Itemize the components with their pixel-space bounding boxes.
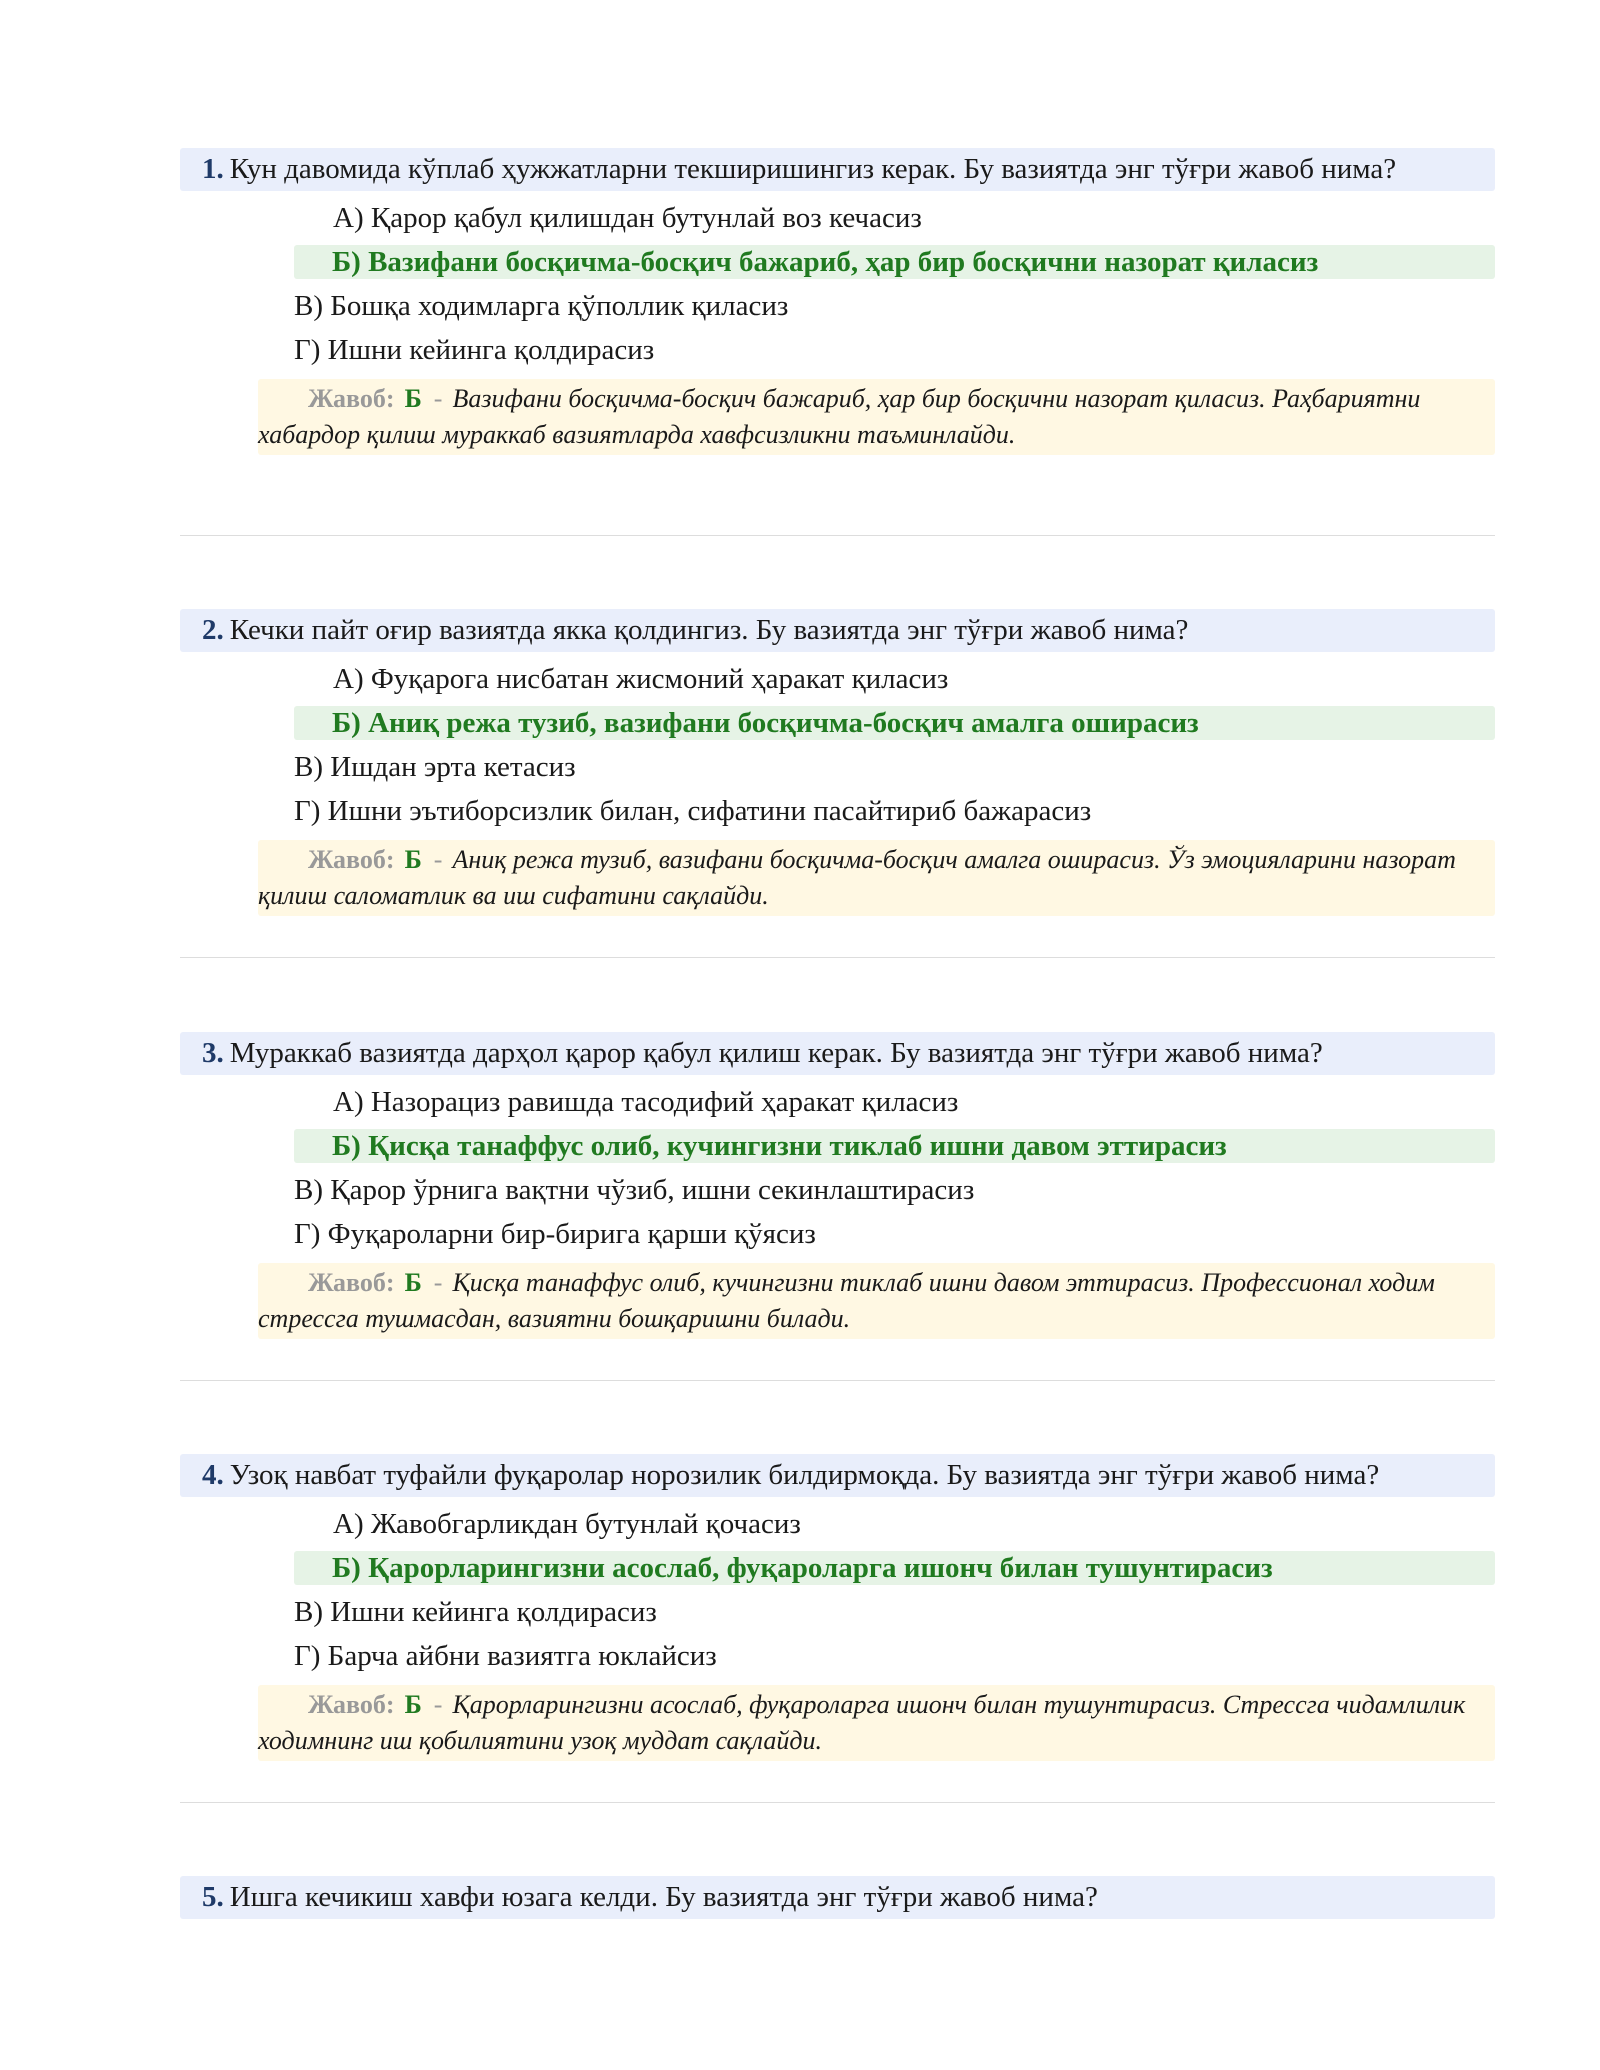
answer-label: Жавоб: xyxy=(308,1268,395,1297)
question-text: Кечки пайт оғир вазиятда якка қолдингиз. Бу вазиятда энг тўғри жавоб нима? xyxy=(229,614,1189,646)
question-number: 4. xyxy=(202,1459,224,1491)
answer-label: Жавоб: xyxy=(308,845,395,874)
question-4 xyxy=(180,1454,1495,1761)
option-a: А) Қарор қабул қилишдан бутунлай воз кечасиз xyxy=(333,202,922,234)
answer-letter: Б xyxy=(404,384,422,413)
answer-dash: - xyxy=(433,845,443,874)
question-text: Кун давомида кўплаб ҳужжатларни текширишингиз керак. Бу вазиятда энг тўғри жавоб нима? xyxy=(229,153,1397,185)
section-divider xyxy=(180,1380,1495,1381)
option-a: А) Жавобгарликдан бутунлай қочасиз xyxy=(333,1508,801,1540)
answer-label: Жавоб: xyxy=(308,384,395,413)
option-v: В) Ишни кейинга қолдирасиз xyxy=(294,1596,657,1628)
answer-explanation xyxy=(258,1685,1495,1761)
option-b-correct: Б) Аниқ режа тузиб, вазифани босқичма-босқич амалга оширасиз xyxy=(294,706,1495,740)
question-text-box xyxy=(180,1032,1495,1075)
answer-explanation xyxy=(258,840,1495,916)
question-text: Ишга кечикиш хавфи юзага келди. Бу вазиятда энг тўғри жавоб нима? xyxy=(229,1881,1098,1913)
question-text-box xyxy=(180,148,1495,191)
answer-explanation xyxy=(258,379,1495,455)
question-number: 3. xyxy=(202,1037,224,1069)
section-divider xyxy=(180,957,1495,958)
option-v: В) Бошқа ходимларга қўполлик қиласиз xyxy=(294,290,789,322)
option-g: Г) Фуқароларни бир-бирига қарши қўясиз xyxy=(294,1218,816,1250)
option-g: Г) Ишни кейинга қолдирасиз xyxy=(294,334,655,366)
option-g: Г) Барча айбни вазиятга юклайсиз xyxy=(294,1640,717,1672)
answer-text: Қисқа танаффус олиб, кучингизни тиклаб ишни давом эттирасиз. Профессионал ходим стрессга тушмасдан, вазиятни бошқаришни билади. xyxy=(258,1268,1435,1333)
option-v: В) Қарор ўрнига вақтни чўзиб, ишни секинлаштирасиз xyxy=(294,1174,975,1206)
option-g: Г) Ишни эътиборсизлик билан, сифатини пасайтириб бажарасиз xyxy=(294,795,1092,827)
question-text: Узоқ навбат туфайли фуқаролар норозилик билдирмоқда. Бу вазиятда энг тўғри жавоб нима? xyxy=(229,1459,1380,1491)
option-b-correct: Б) Қарорларингизни асослаб, фуқароларга ишонч билан тушунтирасиз xyxy=(294,1551,1495,1585)
question-1 xyxy=(180,148,1495,455)
option-a: А) Назорациз равишда тасодифий ҳаракат қиласиз xyxy=(333,1086,959,1118)
answer-explanation xyxy=(258,1263,1495,1339)
question-3 xyxy=(180,1032,1495,1339)
question-text-box xyxy=(180,1876,1495,1919)
answer-letter: Б xyxy=(404,1690,422,1719)
option-b-correct: Б) Вазифани босқичма-босқич бажариб, ҳар бир босқични назорат қиласиз xyxy=(294,245,1495,279)
question-text-box xyxy=(180,1454,1495,1497)
answer-text: Аниқ режа тузиб, вазифани босқичма-босқич амалга оширасиз. Ўз эмоцияларини назорат қилиш саломатлик ва иш сифатини сақлайди. xyxy=(258,845,1456,910)
question-number: 1. xyxy=(202,153,224,185)
option-v: В) Ишдан эрта кетасиз xyxy=(294,751,576,783)
question-number: 5. xyxy=(202,1881,224,1913)
section-divider xyxy=(180,1802,1495,1803)
question-number: 2. xyxy=(202,614,224,646)
answer-text: Вазифани босқичма-босқич бажариб, ҳар бир босқични назорат қиласиз. Раҳбариятни хабардор қилиш мураккаб вазиятларда хавфсизликни таъминлайди. xyxy=(258,384,1421,449)
option-a: А) Фуқарога нисбатан жисмоний ҳаракат қиласиз xyxy=(333,663,949,695)
option-b-correct: Б) Қисқа танаффус олиб, кучингизни тиклаб ишни давом эттирасиз xyxy=(294,1129,1495,1163)
answer-dash: - xyxy=(433,1268,443,1297)
answer-dash: - xyxy=(433,1690,443,1719)
question-text-box xyxy=(180,609,1495,652)
question-5 xyxy=(180,1876,1495,1919)
answer-letter: Б xyxy=(404,845,422,874)
answer-letter: Б xyxy=(404,1268,422,1297)
question-2 xyxy=(180,609,1495,916)
answer-label: Жавоб: xyxy=(308,1690,395,1719)
section-divider xyxy=(180,535,1495,536)
answer-dash: - xyxy=(433,384,443,413)
answer-text: Қарорларингизни асослаб, фуқароларга ишонч билан тушунтирасиз. Стрессга чидамлилик ходимнинг иш қобилиятини узоқ муддат сақлайди. xyxy=(258,1690,1466,1755)
question-text: Мураккаб вазиятда дарҳол қарор қабул қилиш керак. Бу вазиятда энг тўғри жавоб нима? xyxy=(229,1037,1323,1069)
